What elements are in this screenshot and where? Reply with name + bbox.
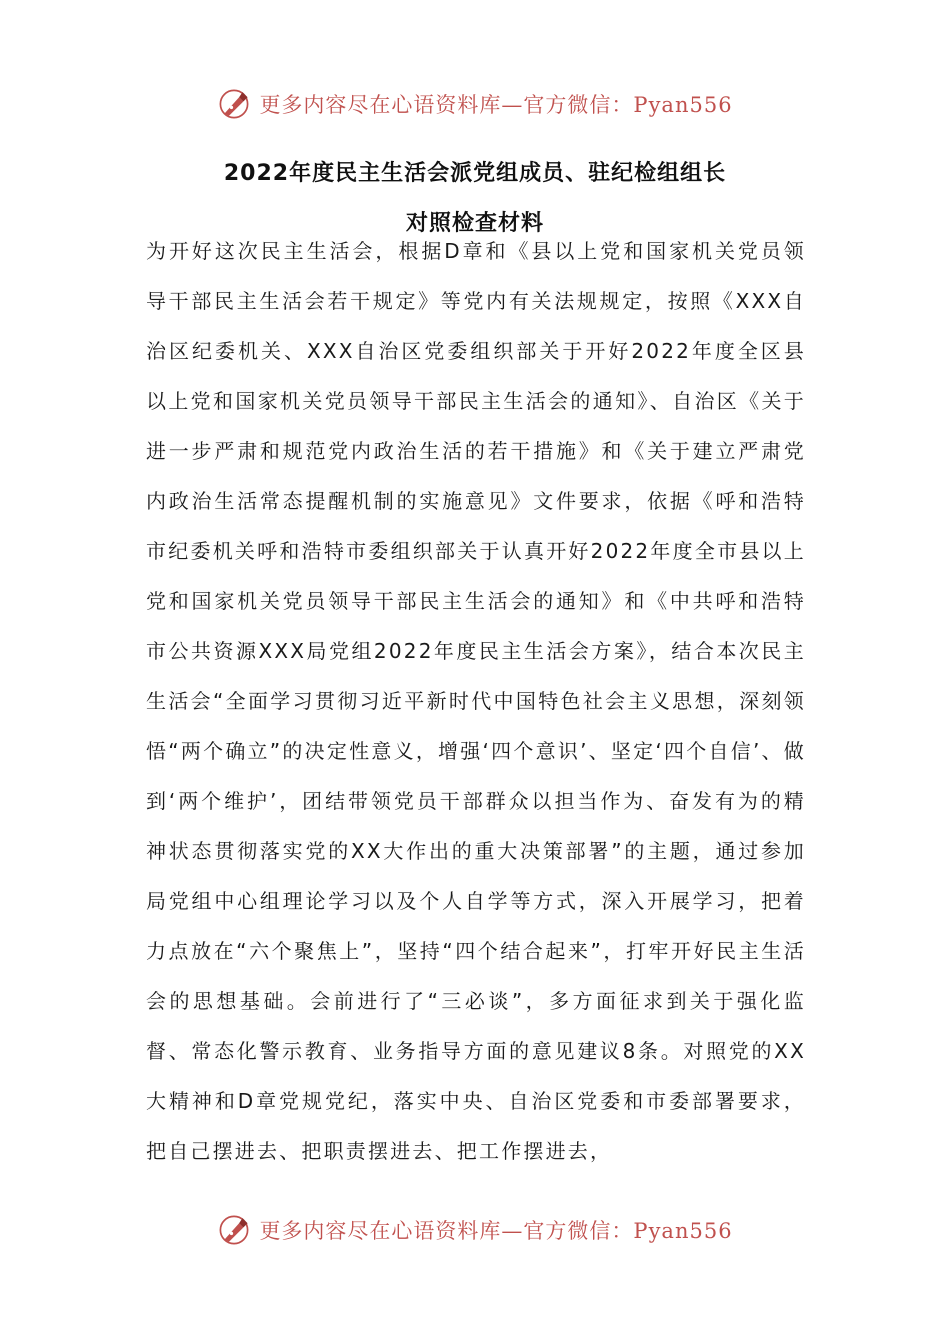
document-title-line-2: 对照检查材料 — [405, 211, 544, 236]
document-title-line-1: 2022年度民主生活会派党组成员、驻纪检组组长 — [223, 161, 727, 186]
pen-nib-logo-icon — [217, 1213, 251, 1247]
watermark-text: 更多内容尽在心语资料库—官方微信：Pyan556 — [259, 93, 733, 117]
body-paragraph: 为开好这次民主生活会，根据D章和《县以上党和国家机关党员领导干部民主生活会若干规定》等党内有关法规规定，按照《XXX自治区纪委机关、XXX自治区党委组织部关于开好2022年度全区县以上党和国家机关党员领导干部民主生活会的通知》、自治区《关于进一步严肃和规范党内政治生活的若干措施》和《关于建立严肃党内政治生活常态提醒机制的实施意见》文件要求，依据《呼和浩特市纪委机关呼和浩特市委组织部关于认真开好2022年度全市县以上党和国家机关党员领导干部民主生活会的通知》和《中共呼和浩特市公共资源XXX局党组2022年度民主生活会方案》，结合本次民主生活会“全面学习贯彻习近平新时代中国特色社会主义思想，深刻领悟“两个确立”的决定性意义，增强‘四个意识’、坚定‘四个自信’、做到‘两个维护’，团结带领党员干部群众以担当作为、奋发有为的精神状态贯彻落实党的XX大作出的重大决策部署”的主题，通过参加局党组中心组理论学习以及个人自学等方式，深入开展学习，把着力点放在“六个聚焦上”，坚持“四个结合起来”，打牢开好民主生活会的思想基础。会前进行了“三必谈”，多方面征求到关于强化监督、常态化警示教育、业务指导方面的意见建议8条。对照党的XX大精神和D章党规党纪，落实中央、自治区党委和市委部署要求，把自己摆进去、把职责摆进去、把工作摆进去， — [146, 239, 806, 1163]
header-watermark — [0, 84, 950, 124]
footer-watermark — [0, 1210, 950, 1250]
pen-nib-logo-icon — [217, 87, 251, 121]
watermark-text: 更多内容尽在心语资料库—官方微信：Pyan556 — [259, 1219, 733, 1243]
